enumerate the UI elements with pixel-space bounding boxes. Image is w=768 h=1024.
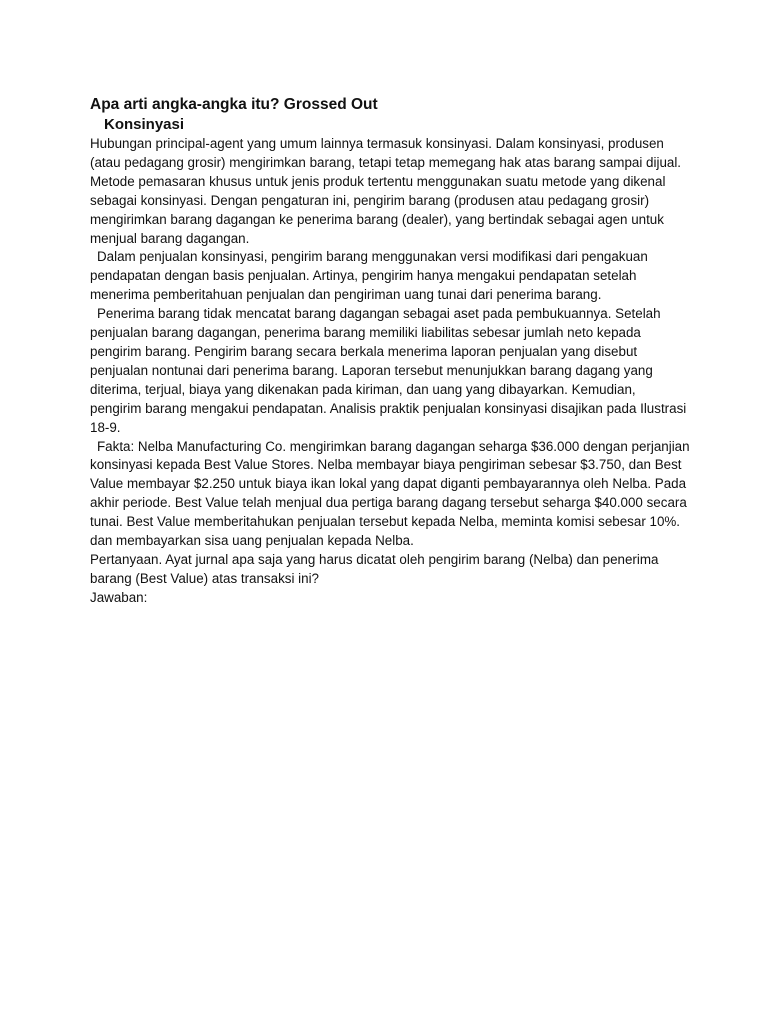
document-title: Apa arti angka-angka itu? Grossed Out [90, 96, 378, 113]
paragraph-question: Pertanyaan. Ayat jurnal apa saja yang harus dicatat oleh pengirim barang (Nelba) dan penerima barang (Best Value) atas transaksi ini? [90, 551, 659, 586]
paragraph-facts: Fakta: Nelba Manufacturing Co. mengirimkan barang dagangan seharga $36.000 dengan perjanjian konsinyasi kepada Best Value Stores. Nelba membayar biaya pengiriman sebesar $3.750, dan Best Value membayar $2.250 untuk biaya ikan lokal yang dapat diganti pembayarannya oleh Nelba. Pada akhir periode. Best Value telah menjual dua pertiga barang dagang tersebut seharga $40.000 secara tunai. Best Value memberitahukan penjualan tersebut kepada Nelba, meminta komisi sebesar 10%. dan membayarkan sisa uang penjualan kepada Nelba. [90, 438, 690, 549]
section-heading: Konsinyasi [104, 116, 185, 133]
paragraph-answer-label: Jawaban: [90, 589, 148, 605]
paragraph-revenue: Dalam penjualan konsinyasi, pengirim barang menggunakan versi modifikasi dari pengakuan pendapatan dengan basis penjualan. Artinya, pengirim hanya mengakui pendapatan setelah menerima pemberitahuan penjualan dan pengiriman uang tunai dari penerima barang. [90, 249, 648, 303]
paragraph-intro: Hubungan principal-agent yang umum lainnya termasuk konsinyasi. Dalam konsinyasi, produsen (atau pedagang grosir) mengirimkan barang, tetapi tetap memegang hak atas barang sampai dijual. Metode pemasaran khusus untuk jenis produk tertentu menggunakan suatu metode yang dikenal sebagai konsinyasi. Dengan pengaturan ini, pengirim barang (produsen atau pedagang grosir) mengirimkan barang dagangan ke penerima barang (dealer), yang bertindak sebagai agen untuk menjual barang dagangan. [90, 136, 682, 246]
document-page [90, 95, 690, 608]
paragraph-consignee: Penerima barang tidak mencatat barang dagangan sebagai aset pada pembukuannya. Setelah penjualan barang dagangan, penerima barang memiliki liabilitas sebesar jumlah neto kepada pengirim barang. Pengirim barang secara berkala menerima laporan penjualan yang disebut penjualan nontunai dari penerima barang. Laporan tersebut menunjukkan barang dagang yang diterima, terjual, biaya yang dikenakan pada kiriman, dan uang yang dibayarkan. Kemudian, pengirim barang mengakui pendapatan. Analisis praktik penjualan konsinyasi disajikan pada Ilustrasi 18-9. [90, 306, 687, 435]
